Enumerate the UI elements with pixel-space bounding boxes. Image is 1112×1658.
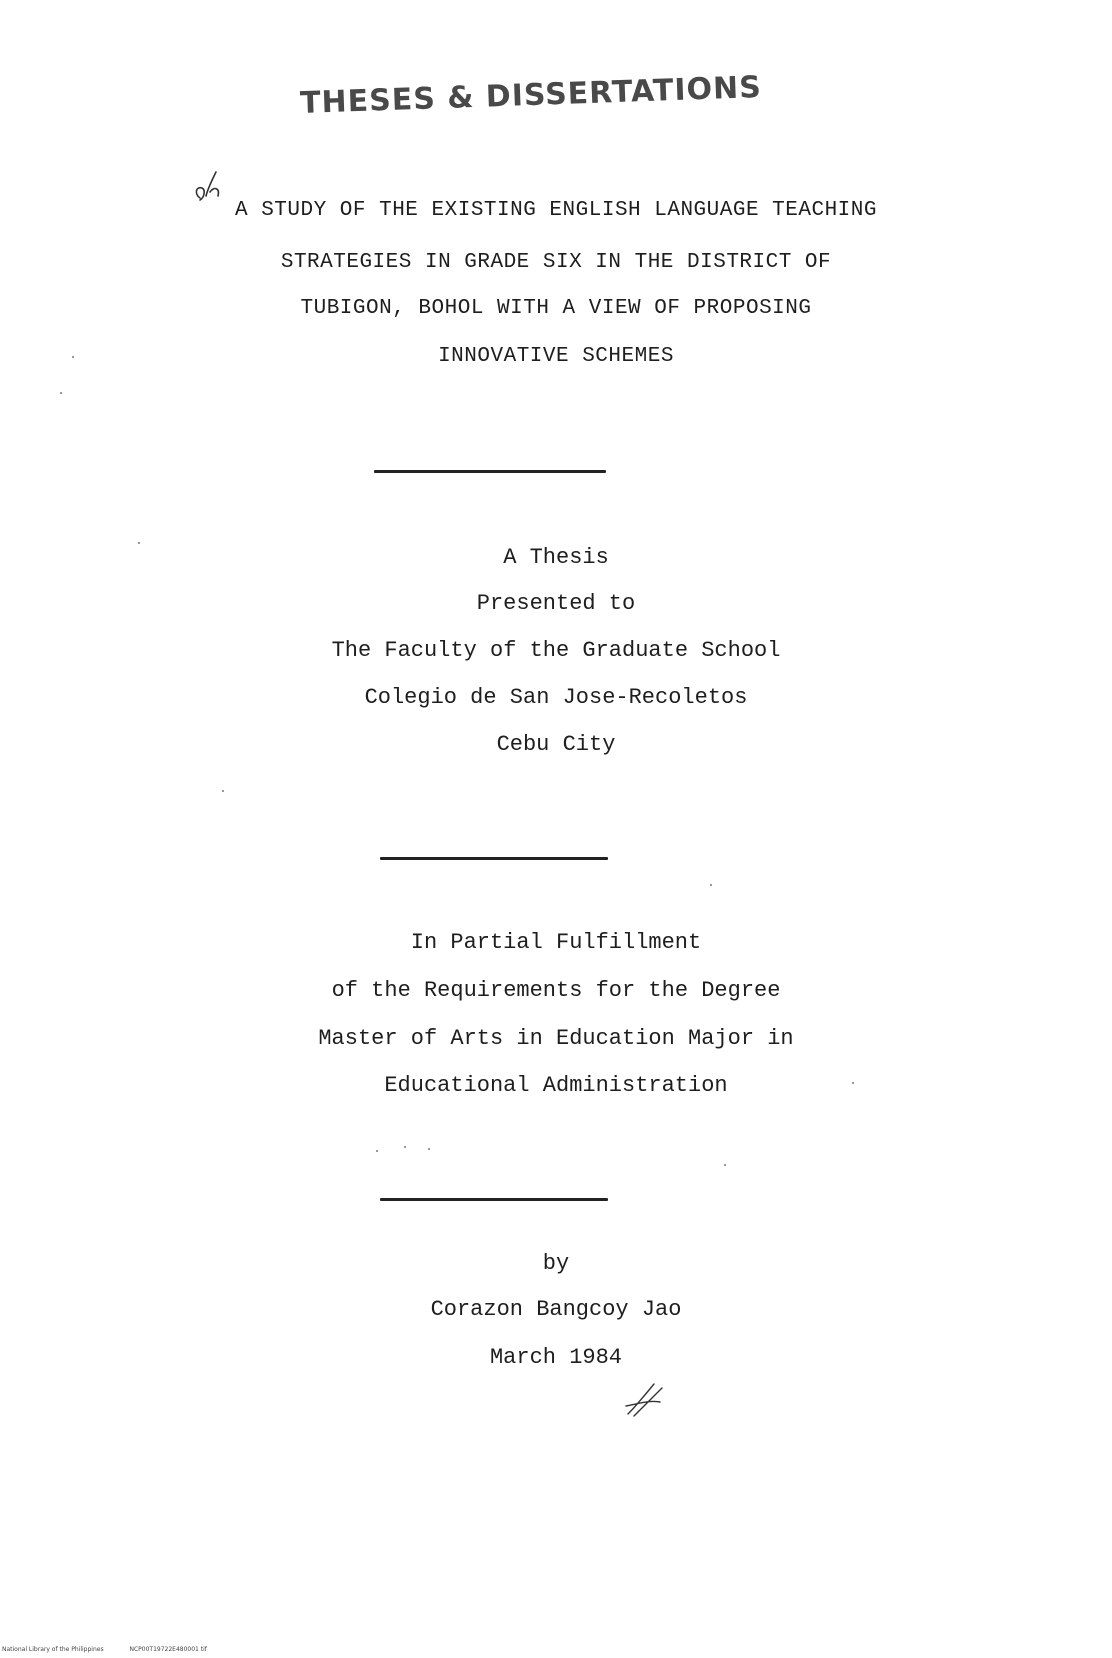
author-name: Corazon Bangcoy Jao [430,1297,682,1322]
footer-library: National Library of the Philippines [2,1646,104,1653]
institution-city: Cebu City [496,732,616,757]
institution-name: Colegio de San Jose-Recoletos [364,685,748,710]
divider-rule-3 [380,1198,608,1201]
scan-speck [376,1150,378,1152]
scan-speck [428,1148,430,1150]
fulfillment-line-1: In Partial Fulfillment [410,930,702,955]
faculty-name: The Faculty of the Graduate School [331,638,781,663]
by-label: by [542,1251,570,1276]
fulfillment-line-2: of the Requirements for the Degree [331,978,781,1003]
scan-speck [72,356,74,358]
scan-speck [852,1082,854,1084]
thesis-label: A Thesis [503,545,609,570]
theses-dissertations-stamp: THESES & DISSERTATIONS [299,69,763,122]
initials-signature-icon [624,1376,668,1420]
thesis-date: March 1984 [489,1345,623,1370]
presented-to: Presented to [476,591,636,616]
title-line-3: TUBIGON, BOHOL WITH A VIEW OF PROPOSING [300,297,812,320]
degree-line: Master of Arts in Education Major in [318,1026,794,1051]
scan-speck [724,1164,726,1166]
footer-file-id: NCP00T19722E480001 tif [129,1646,207,1653]
major-line: Educational Administration [384,1073,728,1098]
scan-speck [60,392,62,394]
scan-speck [710,884,712,886]
scan-speck [222,790,224,792]
title-line-2: STRATEGIES IN GRADE SIX IN THE DISTRICT OF [280,251,832,274]
scan-footer [2,1646,231,1653]
divider-rule-1 [374,470,606,473]
scan-speck [404,1146,406,1148]
scan-speck [138,542,140,544]
title-line-1: A STUDY OF THE EXISTING ENGLISH LANGUAGE TEACHING [234,199,877,222]
title-line-4: INNOVATIVE SCHEMES [438,345,674,368]
divider-rule-2 [380,857,608,860]
